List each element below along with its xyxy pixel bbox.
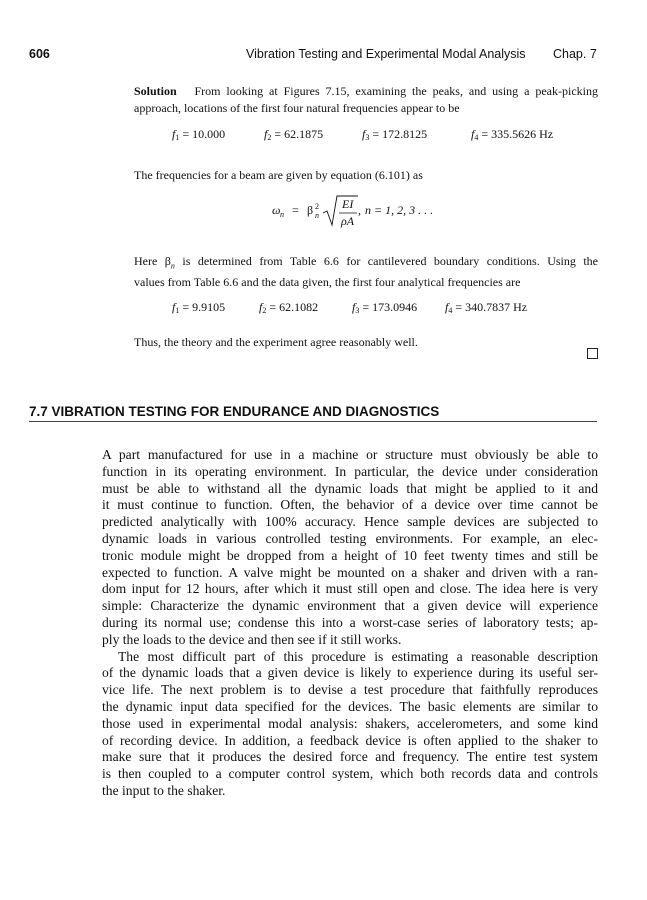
- solution-line-2: approach, locations of the first four natural frequencies appear to be: [134, 101, 460, 115]
- solution-paragraph: [134, 83, 598, 117]
- body-line: it must continue to function. Often, the behavior of a device over time cannot be: [102, 497, 598, 513]
- solution-line-1: From looking at Figures 7.15, examining the peaks, and using a peak-picking: [194, 84, 598, 98]
- svg-text:,: ,: [358, 203, 361, 217]
- beam-intro: The frequencies for a beam are given by equation (6.101) as: [134, 168, 423, 182]
- solution-label: Solution: [134, 84, 177, 98]
- eq-range: n = 1, 2, 3 . . .: [365, 203, 434, 217]
- body-line: function in its operating environment. In particular, the device under consideration: [102, 463, 598, 479]
- frequency-equation: [270, 192, 490, 232]
- ana-f2: $f_2 = 62.1082$: [259, 300, 319, 315]
- eq-numerator: EI: [342, 197, 354, 211]
- body-line: of recording device. In addition, a feedback device is often applied to the shaker to: [102, 732, 598, 748]
- body-line: of the dynamic loads that a given device is likely to experience during its useful ser-: [102, 665, 598, 681]
- section-heading: 7.7 VIBRATION TESTING FOR ENDURANCE AND DIAGNOSTICS: [29, 404, 440, 419]
- eq-denominator: ρA: [341, 214, 355, 228]
- body-line: vice life. The next problem is to devise a test procedure that faithfully reproduces: [102, 682, 598, 698]
- experimental-frequencies: [0, 127, 647, 143]
- body-line: dom input for 12 hours, after which it must still open and close. The idea here is very: [102, 581, 598, 597]
- conclusion: Thus, the theory and the experiment agree reasonably well.: [134, 335, 418, 349]
- body-line: during its normal use; condense this into a worst-case series of laboratory tests; ap-: [102, 614, 598, 630]
- body-line: ply the loads to the device and then see if it still works.: [102, 631, 402, 647]
- exp-f2: $f_2 = 62.1875$: [264, 127, 324, 142]
- body-line: the dynamic input data specified for the devices. The basic elements are similar to: [102, 698, 598, 714]
- eq-omega-sub: n: [280, 210, 284, 219]
- body-line: those used in experimental modal analysis: shakers, accelerometers, and some kind: [102, 715, 598, 731]
- svg-text:n: n: [315, 211, 319, 220]
- page-number: 606: [29, 47, 50, 61]
- analytical-frequencies: [0, 300, 647, 316]
- eq-beta: β: [307, 203, 314, 217]
- chapter-label: Chap. 7: [553, 47, 597, 61]
- body-line: the input to the shaker.: [102, 782, 226, 798]
- ana-f4: $f_4 = 340.7837$ Hz: [445, 300, 528, 315]
- body-line: A part manufactured for use in a machine or structure must obviously be able to: [102, 447, 598, 462]
- body-line: must be able to withstand all the dynamic loads that might be applied to it and: [102, 480, 598, 496]
- exp-f4: $f_4 = 335.5626$ Hz: [471, 127, 554, 142]
- running-header: [0, 47, 647, 65]
- end-of-proof-box: [587, 348, 598, 359]
- body-line: is then coupled to a computer control system, which both records data and controls: [102, 766, 598, 782]
- exp-f1: $f_1 = 10.000$: [172, 127, 226, 142]
- exp-f3: $f_3 = 172.8125$: [362, 127, 428, 142]
- ana-f1: $f_1 = 9.9105$: [172, 300, 226, 315]
- svg-text:2: 2: [315, 202, 319, 211]
- body-line: simple: Characterize the dynamic environment that a given device will experience: [102, 598, 598, 614]
- beta-paragraph: Here $\beta_n$ is determined from Table 6.6 for cantilevered boundary conditions. Using the values from Table 6.6 and the data given, the first four analytical frequencies are: [134, 254, 599, 290]
- body-line: expected to function. A valve might be mounted on a shaker and driven with a ran-: [102, 564, 598, 580]
- body-line: The most difficult part of this procedure is estimating a reasonable description: [118, 648, 598, 664]
- body-text: [102, 447, 598, 800]
- body-line: predicted analytically with 100% accuracy. Hence sample devices are subjected to: [102, 514, 598, 530]
- eq-omega: ω: [272, 203, 281, 217]
- section-rule: [29, 421, 597, 422]
- body-line: tronic module might be dropped from a height of 10 feet twenty times and still be: [102, 547, 598, 563]
- svg-text:=: =: [292, 203, 299, 217]
- body-line: make sure that it produces the desired force and frequency. The entire test system: [102, 749, 598, 765]
- ana-f3: $f_3 = 173.0946$: [352, 300, 418, 315]
- running-title: Vibration Testing and Experimental Modal Analysis: [246, 47, 526, 61]
- body-line: dynamic loads in various controlled testing environments. For example, an elec-: [102, 530, 598, 546]
